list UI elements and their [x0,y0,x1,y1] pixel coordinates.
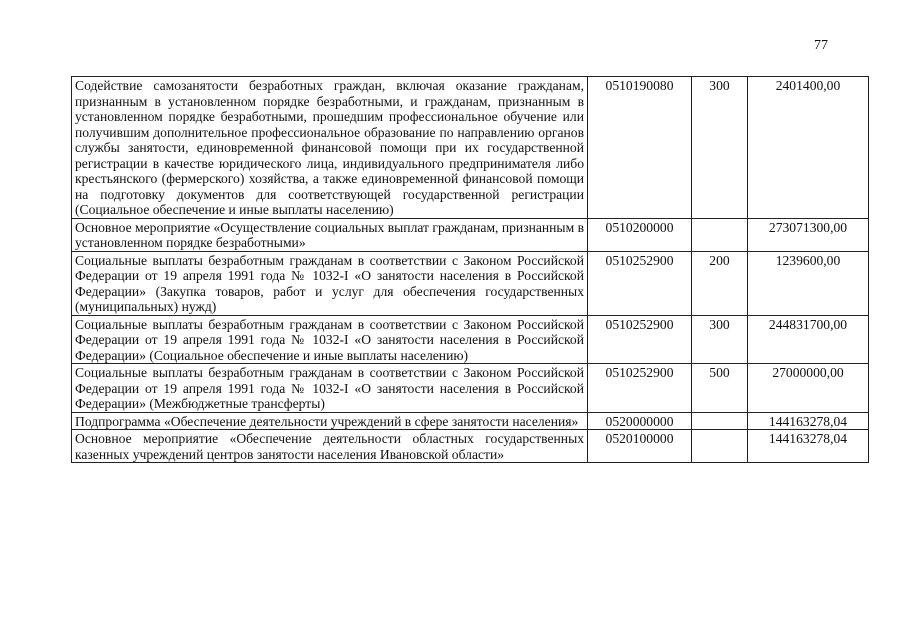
row-type-cell [692,218,748,251]
row-type-cell: 300 [692,315,748,364]
row-code-cell: 0510200000 [588,218,692,251]
row-sum-cell: 27000000,00 [748,364,869,413]
row-sum-cell: 144163278,04 [748,412,869,430]
row-name-cell: Социальные выплаты безработным гражданам в соответствии с Законом Российской Федерации от 19 апреля 1991 года № 1032-I «О занятости населения в Российской Федерации» (Социальное обеспечение и иные выплаты населению) [72,315,588,364]
row-name-cell: Подпрограмма «Обеспечение деятельности учреждений в сфере занятости населения» [72,412,588,430]
row-code-cell: 0520100000 [588,430,692,463]
table-row [72,251,869,315]
table-row [72,430,869,463]
table-row [72,77,869,219]
page-number: 77 [814,38,828,53]
table-row [72,364,869,413]
row-name-cell: Основное мероприятие «Осуществление социальных выплат гражданам, признанным в установленном порядке безработными» [72,218,588,251]
table-row [72,412,869,430]
row-sum-cell: 2401400,00 [748,77,869,219]
row-sum-cell: 244831700,00 [748,315,869,364]
row-type-cell [692,412,748,430]
table-row [72,218,869,251]
row-sum-cell: 273071300,00 [748,218,869,251]
row-name-cell: Основное мероприятие «Обеспечение деятельности областных государственных казенных учреждений центров занятости населения Ивановской области» [72,430,588,463]
row-type-cell: 200 [692,251,748,315]
budget-table [71,76,869,463]
row-type-cell: 500 [692,364,748,413]
row-sum-cell: 144163278,04 [748,430,869,463]
row-sum-cell: 1239600,00 [748,251,869,315]
row-code-cell: 0510190080 [588,77,692,219]
row-name-cell: Содействие самозанятости безработных граждан, включая оказание гражданам, признанным в установленном порядке безработными, и гражданам, признанным в установленном порядке безработными, прошедшим профессиональное обучение или получившим дополнительное профессиональное образование по направлению органов службы занятости, единовременной финансовой помощи при их государственной регистрации в качестве юридического лица, индивидуального предпринимателя либо крестьянского (фермерского) хозяйства, а также единовременной финансовой помощи на подготовку документов для соответствующей государственной регистрации (Социальное обеспечение и иные выплаты населению) [72,77,588,219]
row-code-cell: 0510252900 [588,364,692,413]
row-code-cell: 0510252900 [588,251,692,315]
row-type-cell: 300 [692,77,748,219]
row-name-cell: Социальные выплаты безработным гражданам в соответствии с Законом Российской Федерации от 19 апреля 1991 года № 1032-I «О занятости населения в Российской Федерации» (Закупка товаров, работ и услуг для обеспечения государственных (муниципальных) нужд) [72,251,588,315]
row-name-cell: Социальные выплаты безработным гражданам в соответствии с Законом Российской Федерации от 19 апреля 1991 года № 1032-I «О занятости населения в Российской Федерации» (Межбюджетные трансферты) [72,364,588,413]
row-code-cell: 0510252900 [588,315,692,364]
row-code-cell: 0520000000 [588,412,692,430]
table-row [72,315,869,364]
row-type-cell [692,430,748,463]
